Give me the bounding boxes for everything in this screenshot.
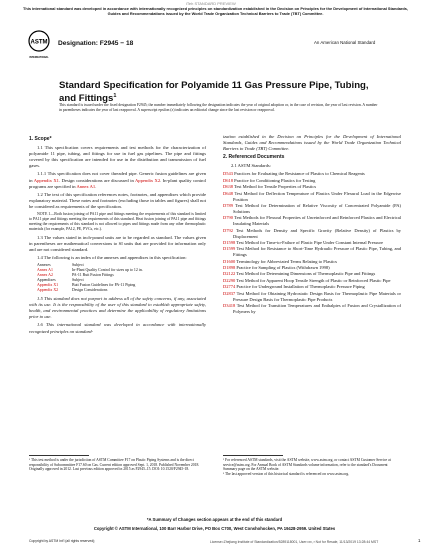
- reference-title: Test Method for Resistance to Short-Time Hydraulic Pressure of Plastic Pipe, Tubing, and Fittings: [233, 246, 401, 258]
- annex-row: Appendixes Subject: [37, 278, 84, 283]
- reference-list: [223, 171, 401, 314]
- reference-title: Test Method for Tensile Properties of Plastics: [233, 184, 317, 190]
- footnote-divider-left: [29, 455, 89, 456]
- left-column: [29, 134, 206, 337]
- reference-item: [223, 278, 401, 284]
- reference-item: [223, 240, 401, 246]
- footer-license: License=Zhejiang Institute of Standardization/5289118001, User=xx, r Not for Resale, 11/13/2019 13:28:44 MST: [210, 540, 379, 544]
- footnote-divider-right: [223, 455, 283, 456]
- copyright-line: Copyright © ASTM International, 100 Barr Harbor Drive, PO Box C700, West Conshohocken, PA 19428-2959. United States: [93, 526, 336, 531]
- right-column: [223, 134, 401, 315]
- annex-row[interactable]: Annex A2 PA-11 Butt Fusion Fittings: [37, 273, 114, 278]
- summary-notice: *A Summary of Changes section appears at the end of this standard: [146, 517, 283, 522]
- footer-copyright: Copyright by ASTM Int'l (all rights reserved);: [29, 539, 96, 543]
- section-referenced-docs-heading: 2. Referenced Documents: [223, 154, 285, 161]
- reference-code-link[interactable]: D1598: [223, 239, 236, 245]
- svg-text:INTERNATIONAL: INTERNATIONAL: [29, 56, 49, 59]
- reference-code-link[interactable]: D1600: [223, 258, 236, 264]
- link-annex-a1[interactable]: Annex A1: [76, 183, 96, 189]
- reference-item: [223, 271, 401, 277]
- footnote-2: ² For referenced ASTM standards, visit the ASTM website, www.astm.org, or contact ASTM Customer Service at service@astm.org. For Annual Book of ASTM Standards volume information, refer to the standard's Document Summary page on the ASTM website.: [223, 458, 391, 472]
- reference-title: Test Method for Determination of Relative Viscosity of Concentrated Polyamide (PA) Solutions: [233, 203, 401, 214]
- annex-row[interactable]: Appendix X2 Design Considerations: [37, 288, 108, 293]
- reference-code-link[interactable]: D618: [223, 177, 233, 183]
- reference-item: [223, 284, 401, 290]
- top-notice: This international standard was developed in accordance with internationally recognized principles on standardization established in the Decision on Principles for the Development of International Standards, Guides and Recommendations issued by the World Trade Organization Technical Barriers to Trade (TBT) Committee.: [22, 6, 409, 16]
- reference-title: Practice for Conditioning Plastics for Testing: [233, 177, 316, 183]
- para-1-2: 1.2 The text of this specification references notes, footnotes, and appendixes which provide explanatory material. These notes and footnotes (excluding those in tables and figures) shall not be considered as requirements of the specification.: [29, 191, 206, 209]
- reference-item: [223, 259, 401, 265]
- reference-code-link[interactable]: D648: [223, 190, 233, 196]
- reference-code-link[interactable]: D1898: [223, 265, 236, 271]
- para-1-3: 1.3 The values stated in inch-pound units are to be regarded as standard. The values given in parentheses are mathematical conversions to SI units that are provided for information only and are not considered standard.: [29, 234, 206, 252]
- footnote-1: ¹ This test method is under the jurisdiction of ASTM Committee F17 on Plastic Piping Systems and is the direct responsibility of Subcommittee F17.60 on Gas. Current edition approved Sept. 1, 2018. Published November 2018. Originally approved in 2012. Last previous edition approved in 2015 as F2945–15. DOI: 10.1520/F2945-18.: [29, 458, 200, 472]
- reference-code-link[interactable]: D790: [223, 215, 233, 221]
- para-1-6-cont: ization established in the Decision on Principles for the Development of International Standards, Guides and Recommendations issued by the World Trade Organization Technical Barriers to Trade (TBT) Committee.: [223, 134, 401, 152]
- link-appendix-x2[interactable]: Appendix X2: [134, 177, 161, 183]
- para-1-5: 1.5 This standard does not purport to address all of the safety concerns, if any, associated with its use. It is the responsibility of the user of this standard to establish appropriate safety, health, and environmental practices and determine the applicability of regulatory limitations prior to use.: [29, 296, 206, 320]
- reference-item: [223, 228, 401, 240]
- reference-item: [223, 178, 401, 184]
- reference-item: [223, 215, 401, 227]
- reference-code-link[interactable]: D638: [223, 184, 233, 190]
- reference-code-link[interactable]: D2290: [223, 277, 236, 283]
- reference-code-link[interactable]: D789: [223, 203, 233, 208]
- reference-title: Test Methods for Flexural Properties of Unreinforced and Reinforced Plastics and Electrical Insulating Materials: [233, 215, 401, 227]
- page-title: [59, 80, 379, 104]
- reference-title: Practice for Sampling of Plastics (Withdrawn 1998): [235, 265, 330, 271]
- ans-label: An American National Standard: [314, 40, 376, 45]
- reference-title: Practices for Evaluating the Resistance of Plastics to Chemical Reagents: [233, 171, 365, 177]
- reference-item: [223, 291, 401, 303]
- page-number: 1: [418, 538, 421, 543]
- reference-item: [223, 184, 401, 190]
- reference-title: Test Methods for Density and Specific Gravity (Relative Density) of Plastics by Displacement: [233, 227, 401, 239]
- reference-title: Test Method for Deflection Temperature of Plastics Under Flexural Load in the Edgewise Position: [233, 190, 401, 202]
- note-1: NOTE 1—Both fusion joining of PA11 pipe and fittings meeting the requirements of this standard is limited to PA11 pipe and fittings meeting the requirements of this standard. Heat fusion joining of PA11 pipe and fittings meeting the requirements of this standard is not allowed to pipes and fittings made from any other thermoplastic materials (for example, PA12, PE, PVCs, etc.).: [29, 212, 206, 231]
- reference-item: [223, 303, 401, 315]
- reference-code-link[interactable]: D2122: [223, 271, 236, 277]
- link-appendix-x1[interactable]: Appendix X1: [33, 177, 59, 183]
- reference-code-link[interactable]: D543: [223, 171, 233, 177]
- reference-item: [223, 203, 401, 215]
- footnotes-right: [223, 458, 401, 477]
- annex-row[interactable]: Appendix X1 Butt Fusion Guidelines for PA-11 Piping: [37, 283, 136, 288]
- issuance-note: This standard is issued under the fixed designation F2945; the number immediately following the designation indicates the year of original adoption or, in the case of revision, the year of last revision. A number in parentheses indicates the year of last reapproval. A superscript epsilon (ε) indicates an editorial change since the last revision or reapproval.: [59, 103, 378, 112]
- reference-item: [223, 191, 401, 203]
- reference-item: [223, 246, 401, 258]
- reference-item: [223, 171, 401, 177]
- reference-code-link[interactable]: D2774: [223, 284, 236, 290]
- reference-title: Test Method for Apparent Hoop Tensile Strength of Plastic or Reinforced Plastic Pipe: [235, 277, 391, 283]
- para-2-1: 2.1 ASTM Standards:: [231, 163, 271, 169]
- para-1-1: 1.1 This specification covers requirements and test methods for the characterization of polyamide 11 pipe, tubing, and fittings for use in fuel gas pipelines. The pipe and fittings covered by this specification are intended for use in the distribution and transmission of fuel gases.: [29, 145, 206, 169]
- footnote-3: ³ The last approved version of this historical standard is referenced on www.astm.org.: [223, 472, 350, 477]
- reference-code-link[interactable]: D792: [223, 227, 233, 233]
- reference-title: Terminology for Abbreviated Terms Relating to Plastics: [235, 258, 338, 264]
- reference-item: [223, 265, 401, 271]
- title-footnote-mark: 1: [113, 93, 117, 99]
- reference-title: Test Method for Transition Temperatures and Enthalpies of Fusion and Crystallization of Polymers by: [233, 303, 401, 314]
- para-1-6: 1.6 This international standard was developed in accordance with internationally recognized principles on standard-: [29, 322, 206, 334]
- para-1-4: 1.4 The following is an index of the annexes and appendixes in this specification:: [37, 254, 187, 260]
- title-text: Standard Specification for Polyamide 11 Gas Pressure Pipe, Tubing, and Fittings: [59, 80, 369, 105]
- annex-row[interactable]: Annex A1 In-Plant Quality Control for sizes up to 12 in.: [37, 268, 143, 273]
- reference-code-link[interactable]: D3418: [223, 303, 236, 308]
- para-1-1-1: 1.1.1 This specification does not cover threaded pipe. Generic fusion guidelines are given in Appendix X1. Design considerations are discussed in Appendix X2. In-plant quality control programs are specified in Annex A1.: [29, 171, 207, 189]
- reference-title: Practice for Underground Installation of Thermoplastic Pressure Piping: [235, 284, 365, 290]
- designation: Designation: F2945 − 18: [58, 40, 134, 47]
- reference-code-link[interactable]: D2837: [223, 290, 236, 296]
- astm-logo-icon: [28, 30, 50, 64]
- watermark-stamp: iTeh STANDARD PREVIEW: [186, 1, 236, 6]
- reference-title: Test Method for Determining Dimensions of Thermoplastic Pipe and Fittings: [235, 271, 376, 277]
- annex-index: [37, 263, 206, 293]
- reference-code-link[interactable]: D1599: [223, 246, 236, 252]
- reference-title: Test Method for Obtaining Hydrostatic Design Basis for Thermoplastic Pipe Materials or Pressure Design Basis for Thermoplastic Pipe Products: [233, 290, 401, 302]
- section-scope-heading: 1. Scope*: [29, 136, 52, 142]
- annex-row: Annexes Subject: [37, 263, 84, 268]
- reference-title: Test Method for Time-to-Failure of Plastic Pipe Under Constant Internal Pressure: [235, 239, 383, 245]
- svg-text:ASTM: ASTM: [30, 39, 48, 46]
